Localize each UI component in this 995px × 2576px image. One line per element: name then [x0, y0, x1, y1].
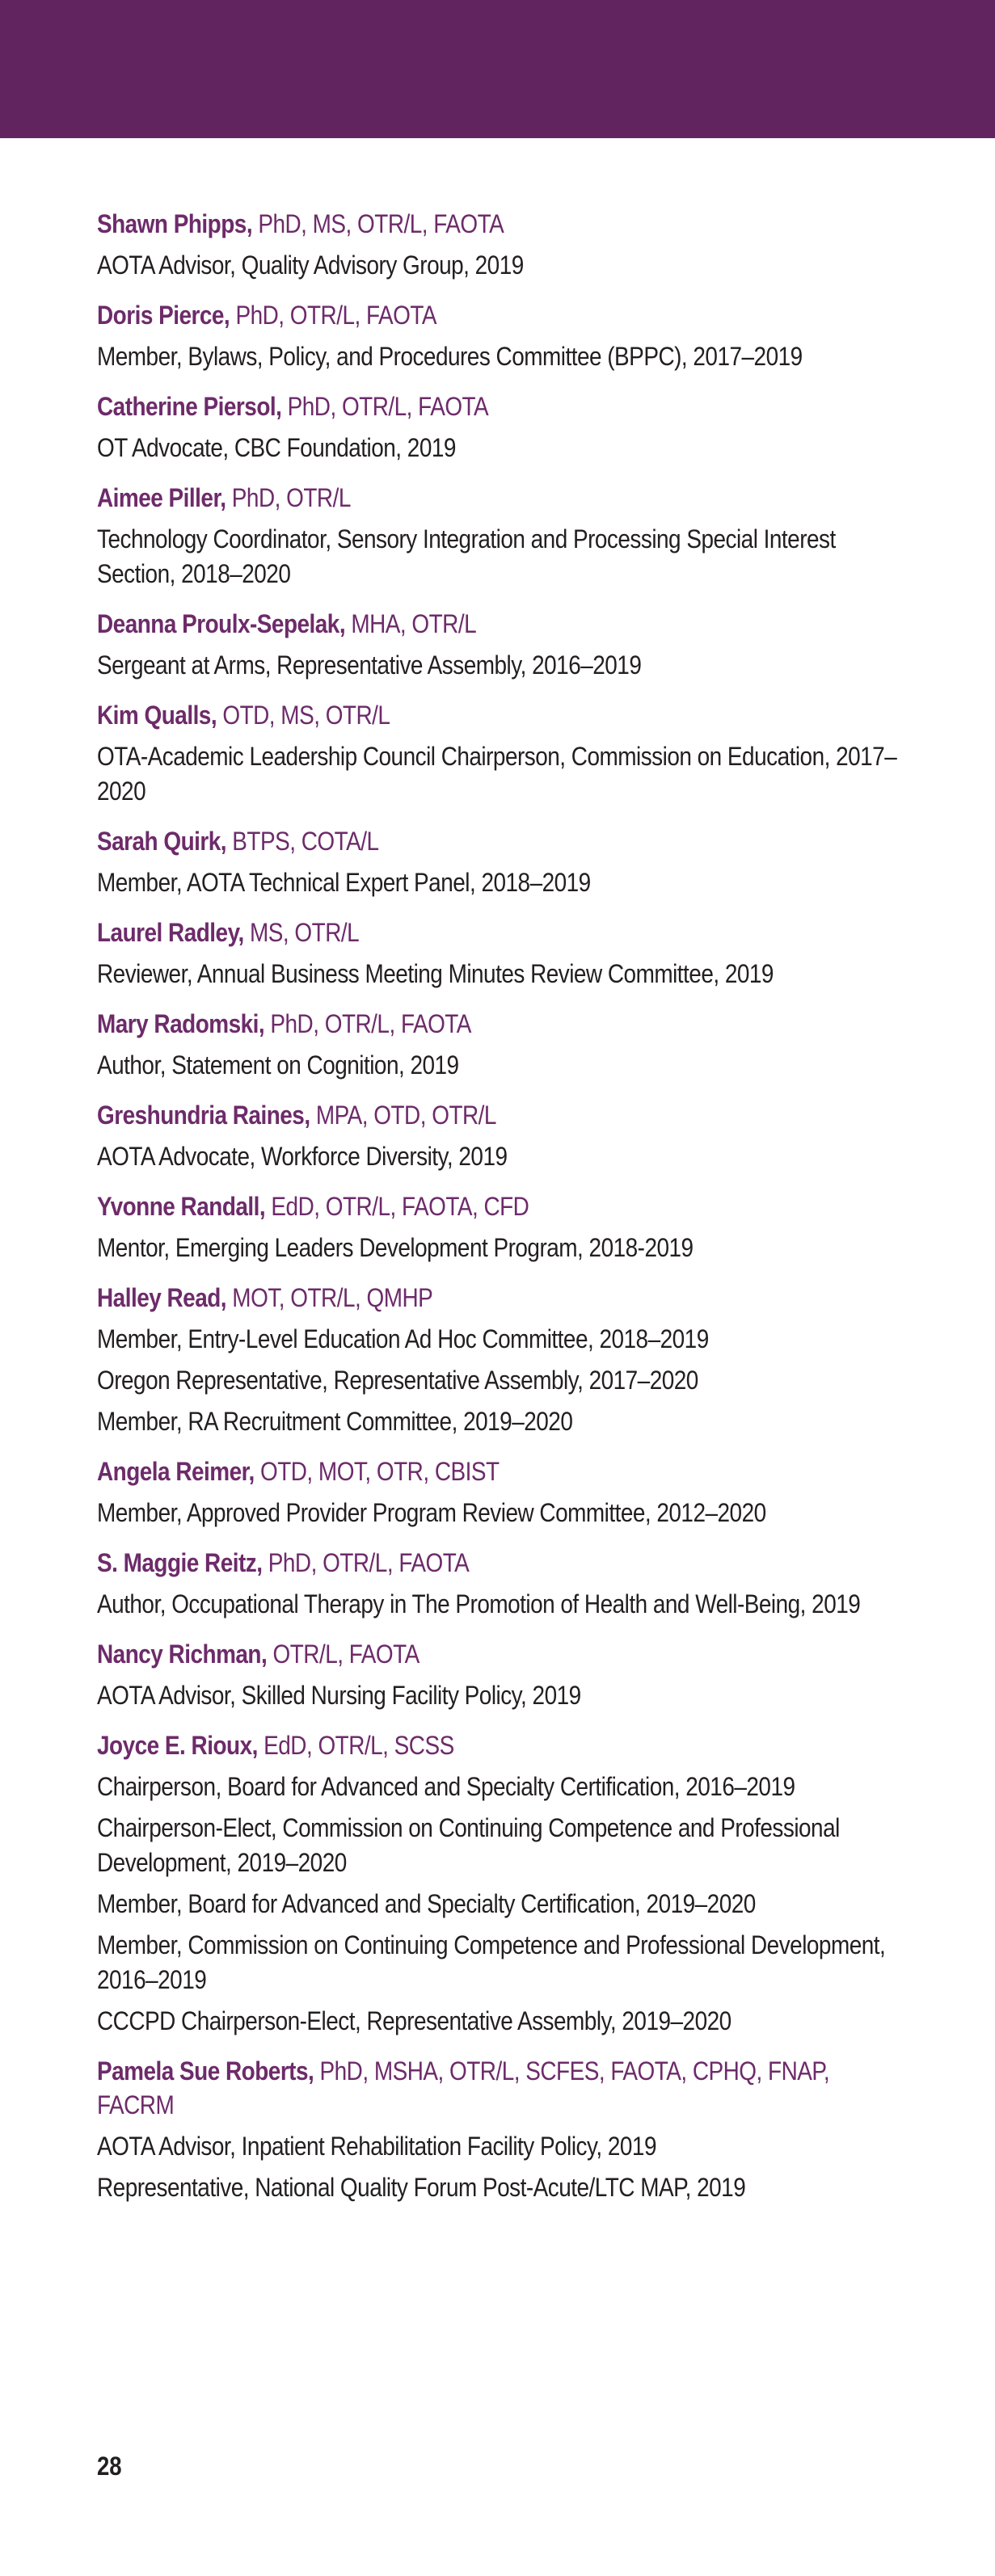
honoree-heading — [97, 2054, 905, 2122]
honoree-role: Member, Approved Provider Program Review Committee, 2012–2020 — [97, 1498, 766, 1527]
honoree-list — [97, 207, 905, 2220]
honoree-role: Member, Bylaws, Policy, and Procedures Committee (BPPC), 2017–2019 — [97, 342, 803, 371]
honoree-name: S. Maggie Reitz, — [97, 1548, 263, 1577]
honoree-entry — [97, 207, 905, 283]
honoree-role: Member, AOTA Technical Expert Panel, 2018–2019 — [97, 868, 591, 897]
honoree-credentials: OTD, MS, OTR/L — [222, 701, 390, 730]
honoree-credentials: MOT, OTR/L, QMHP — [232, 1283, 433, 1312]
honoree-heading — [97, 824, 792, 858]
honoree-name: Laurel Radley, — [97, 918, 244, 947]
honoree-name: Pamela Sue Roberts, — [97, 2056, 314, 2086]
honoree-name: Sarah Quirk, — [97, 827, 227, 856]
header-band — [0, 0, 995, 138]
honoree-credentials: OTD, MOT, OTR, CBIST — [259, 1457, 500, 1486]
honoree-name: Yvonne Randall, — [97, 1192, 266, 1221]
honoree-heading — [97, 698, 792, 732]
honoree-credentials: EdD, OTR/L, SCSS — [264, 1731, 454, 1760]
honoree-heading — [97, 1281, 792, 1315]
honoree-heading — [97, 298, 792, 332]
honoree-entry — [97, 1189, 905, 1265]
honoree-credentials: MPA, OTD, OTR/L — [315, 1101, 496, 1130]
honoree-name: Catherine Piersol, — [97, 392, 282, 421]
honoree-credentials: MS, OTR/L — [250, 918, 360, 947]
honoree-credentials: PhD, MS, OTR/L, FAOTA — [258, 209, 504, 238]
honoree-heading — [97, 915, 792, 949]
honoree-entry — [97, 607, 905, 683]
honoree-entry — [97, 915, 905, 991]
honoree-name: Doris Pierce, — [97, 301, 230, 330]
honoree-entry — [97, 1546, 905, 1622]
honoree-role: Member, Entry-Level Education Ad Hoc Committee, 2018–2019 — [97, 1324, 709, 1353]
honoree-role: Reviewer, Annual Business Meeting Minutes Review Committee, 2019 — [97, 959, 774, 988]
honoree-role: AOTA Advocate, Workforce Diversity, 2019 — [97, 1142, 508, 1171]
honoree-entry — [97, 824, 905, 900]
honoree-name: Nancy Richman, — [97, 1639, 268, 1669]
honoree-entry — [97, 698, 905, 809]
honoree-entry — [97, 389, 905, 465]
honoree-credentials: PhD, OTR/L — [231, 483, 351, 512]
honoree-role: Author, Occupational Therapy in The Promotion of Health and Well-Being, 2019 — [97, 1589, 861, 1618]
honoree-role: OT Advocate, CBC Foundation, 2019 — [97, 433, 456, 462]
honoree-role: AOTA Advisor, Skilled Nursing Facility Policy, 2019 — [97, 1681, 581, 1710]
honoree-entry — [97, 1007, 905, 1083]
honoree-heading — [97, 607, 792, 641]
honoree-heading — [97, 1454, 792, 1488]
honoree-name: Greshundria Raines, — [97, 1101, 310, 1130]
honoree-heading — [97, 1007, 792, 1041]
honoree-heading — [97, 1098, 792, 1132]
honoree-credentials: PhD, OTR/L, FAOTA — [235, 301, 436, 330]
honoree-entry — [97, 481, 905, 591]
honoree-entry — [97, 298, 905, 374]
honoree-heading — [97, 389, 792, 423]
honoree-role: Mentor, Emerging Leaders Development Program, 2018-2019 — [97, 1233, 694, 1262]
honoree-name: Shawn Phipps, — [97, 209, 253, 238]
honoree-role: Member, Board for Advanced and Specialty Certification, 2019–2020 — [97, 1889, 756, 1918]
honoree-role: Author, Statement on Cognition, 2019 — [97, 1050, 459, 1080]
honoree-credentials: PhD, OTR/L, FAOTA — [268, 1548, 470, 1577]
honoree-name: Angela Reimer, — [97, 1457, 255, 1486]
honoree-credentials: PhD, OTR/L, FAOTA — [287, 392, 489, 421]
honoree-name: Aimee Piller, — [97, 483, 226, 512]
honoree-role: CCCPD Chairperson-Elect, Representative Assembly, 2019–2020 — [97, 2006, 731, 2035]
honoree-heading — [97, 481, 792, 515]
honoree-entry — [97, 1098, 905, 1174]
page-number: 28 — [97, 2452, 122, 2481]
honoree-name: Joyce E. Rioux, — [97, 1731, 258, 1760]
honoree-name: Deanna Proulx-Sepelak, — [97, 609, 346, 638]
honoree-role: OTA-Academic Leadership Council Chairperson, Commission on Education, 2017–2020 — [97, 742, 897, 806]
honoree-entry — [97, 1281, 905, 1439]
honoree-role: Technology Coordinator, Sensory Integration and Processing Special Interest Section, 2018–2020 — [97, 524, 836, 588]
honoree-role: AOTA Advisor, Inpatient Rehabilitation Facility Policy, 2019 — [97, 2132, 656, 2161]
honoree-heading — [97, 1189, 792, 1223]
honoree-name: Kim Qualls, — [97, 701, 217, 730]
honoree-role: AOTA Advisor, Quality Advisory Group, 2019 — [97, 250, 524, 280]
honoree-credentials: MHA, OTR/L — [351, 609, 477, 638]
honoree-entry — [97, 1728, 905, 2039]
honoree-credentials: OTR/L, FAOTA — [272, 1639, 420, 1669]
honoree-role: Chairperson-Elect, Commission on Continuing Competence and Professional Development, 2019–2020 — [97, 1813, 840, 1877]
honoree-role: Chairperson, Board for Advanced and Specialty Certification, 2016–2019 — [97, 1772, 795, 1801]
honoree-name: Halley Read, — [97, 1283, 227, 1312]
honoree-role: Member, Commission on Continuing Competence and Professional Development, 2016–2019 — [97, 1930, 886, 1994]
honoree-heading — [97, 1728, 792, 1762]
honoree-role: Member, RA Recruitment Committee, 2019–2020 — [97, 1407, 573, 1436]
honoree-entry — [97, 2054, 905, 2205]
honoree-role: Oregon Representative, Representative Assembly, 2017–2020 — [97, 1366, 698, 1395]
honoree-entry — [97, 1637, 905, 1713]
honoree-heading — [97, 207, 792, 241]
honoree-credentials: PhD, OTR/L, FAOTA — [270, 1009, 471, 1038]
honoree-heading — [97, 1637, 792, 1671]
honoree-name: Mary Radomski, — [97, 1009, 265, 1038]
honoree-credentials: BTPS, COTA/L — [232, 827, 379, 856]
honoree-heading — [97, 1546, 792, 1580]
honoree-entry — [97, 1454, 905, 1530]
honoree-role: Sergeant at Arms, Representative Assembly, 2016–2019 — [97, 650, 642, 680]
honoree-credentials: PhD, MSHA, OTR/L, SCFES, FAOTA, CPHQ, FNAP, FACRM — [97, 2056, 830, 2119]
honoree-credentials: EdD, OTR/L, FAOTA, CFD — [271, 1192, 529, 1221]
honoree-role: Representative, National Quality Forum Post-Acute/LTC MAP, 2019 — [97, 2173, 746, 2202]
